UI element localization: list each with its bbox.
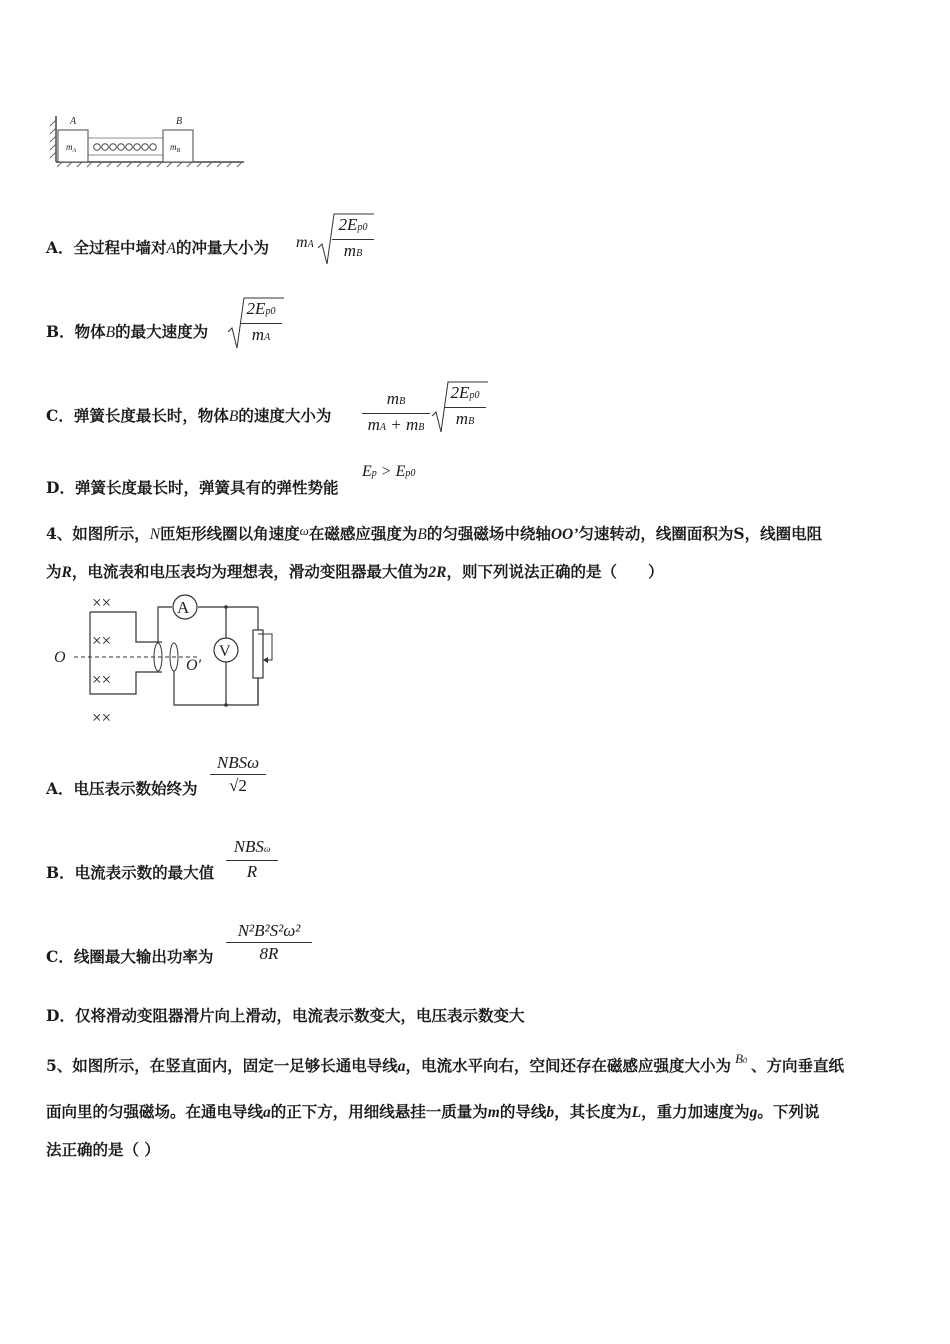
mass-a: $m_A$: [66, 142, 77, 154]
q3-option-d: D．弹簧长度最长时，弹簧具有的弹性势能: [46, 478, 339, 497]
label-b: B: [176, 116, 183, 127]
q4-stem-line1: 4、如图所示，N匝矩形线圈以角速度$^\omega$在磁感应强度为B的匀强磁场中绕轴OO’匀速转动，线圈面积为S，线圈电阻: [46, 523, 823, 543]
q5-stem-line3: 法正确的是（ ）: [46, 1140, 160, 1159]
q5-stem-line1: 5、如图所示，在竖直面内，固定一足够长通电导线a，电流水平向右，空间还存在磁感应强度大小为 $^{B0}$ 、方向垂直纸: [46, 1051, 845, 1075]
q4-stem-line2: 为R，电流表和电压表均为理想表，滑动变阻器最大值为2R，则下列说法正确的是（ ）: [46, 562, 664, 581]
q3-option-b: B．物体B的最大速度为: [46, 322, 209, 341]
rheostat: [253, 630, 263, 678]
q3-a-frac: 2Ep0 mB: [332, 214, 374, 265]
field-cross: ××: [92, 631, 112, 650]
field-cross: ××: [92, 593, 112, 612]
ammeter-label: A: [177, 598, 190, 617]
q3-b-frac: 2Ep0 mA: [240, 298, 282, 349]
q4-option-a: A．电压表示数始终为: [46, 779, 198, 798]
field-cross: ××: [92, 670, 112, 689]
q4-b-frac: NBSω R: [226, 836, 278, 883]
q4-option-b: B．电流表示数的最大值: [46, 863, 215, 882]
q5-stem-line2: 面向里的匀强磁场。在通电导线a的正下方，用细线悬挂一质量为m的导线b，其长度为L，重力加速度为g。下列说: [46, 1102, 820, 1121]
q3-c-frac: mB mA + mB: [362, 388, 430, 439]
spring-block-figure: [46, 110, 251, 172]
q3-a-coef: mA: [296, 234, 314, 251]
label-a: A: [70, 116, 77, 127]
generator-circuit-diagram: [50, 590, 290, 730]
q4-option-c: C．线圈最大输出功率为: [46, 947, 214, 966]
q3-c-sqrt-frac: 2Ep0 mB: [444, 382, 486, 433]
mass-b: $m_B$: [170, 142, 181, 154]
field-cross: ××: [92, 708, 112, 727]
q4-option-d: D．仅将滑动变阻器滑片向上滑动，电流表示数变大，电压表示数变大: [46, 1006, 525, 1025]
q4-a-frac: NBSω √2: [210, 752, 266, 797]
q3-d-formula: Ep > Ep0: [362, 463, 416, 480]
q4-c-frac: N²B²S²ω² 8R: [226, 920, 312, 965]
q3-option-a: A．全过程中墙对A的冲量大小为: [46, 238, 270, 257]
axis-o-label: O: [54, 649, 66, 666]
axis-o-prime-label: O′: [186, 657, 202, 674]
q3-option-c: C．弹簧长度最长时，物体B的速度大小为: [46, 406, 332, 425]
voltmeter-label: V: [219, 643, 231, 660]
